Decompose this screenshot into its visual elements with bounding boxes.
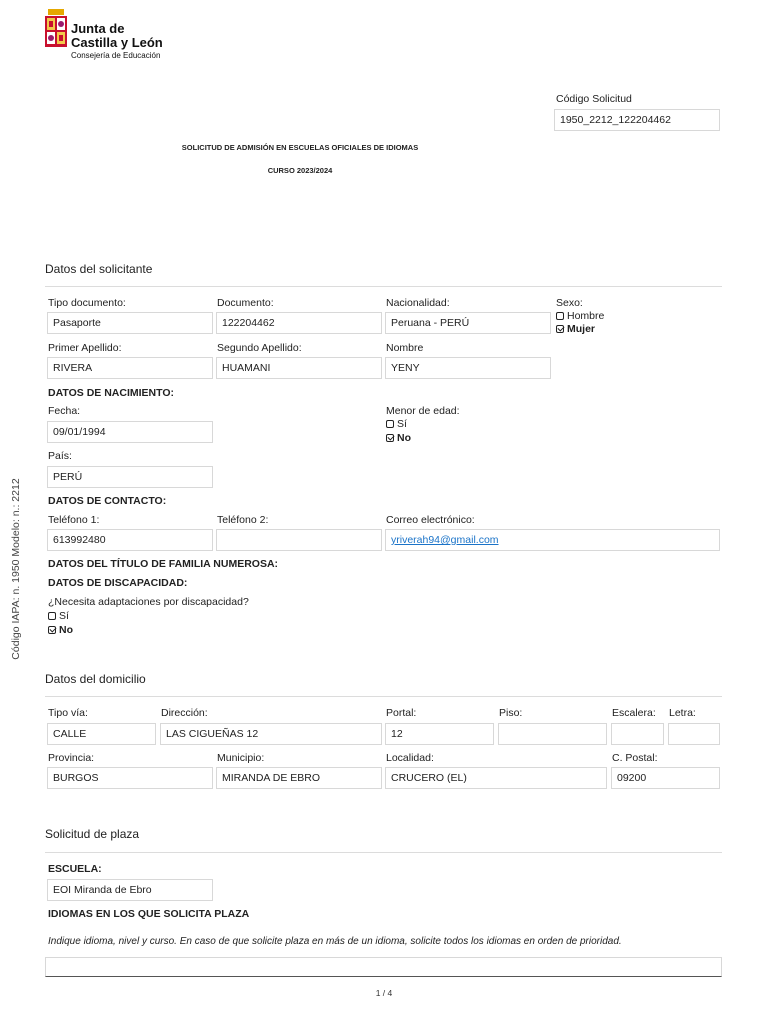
- org-department: Consejería de Educación: [71, 51, 161, 60]
- checkbox-unchecked-icon: [386, 420, 394, 428]
- codigo-postal-label: C. Postal:: [612, 752, 658, 764]
- menor-si-option[interactable]: [386, 418, 407, 430]
- segundo-apellido-label: Segundo Apellido:: [217, 342, 302, 354]
- adapt-si-label: Sí: [59, 610, 69, 622]
- direccion-field: LAS CIGUEÑAS 12: [160, 723, 382, 745]
- page-number: 1 / 4: [375, 988, 393, 998]
- contacto-heading: DATOS DE CONTACTO:: [48, 495, 167, 507]
- sexo-hombre-label: Hombre: [567, 310, 605, 322]
- idiomas-instructions: Indique idioma, nivel y curso. En caso de que solicite plaza en más de un idioma, solicite todos los idiomas en orden de prioridad.: [48, 936, 622, 947]
- sexo-hombre-option[interactable]: [556, 310, 604, 322]
- section-divider: [45, 696, 722, 697]
- primer-apellido-label: Primer Apellido:: [48, 342, 122, 354]
- menor-edad-label: Menor de edad:: [386, 405, 460, 417]
- documento-field: 122204462: [216, 312, 382, 334]
- municipio-label: Municipio:: [217, 752, 265, 764]
- provincia-label: Provincia:: [48, 752, 95, 764]
- nacionalidad-label: Nacionalidad:: [386, 297, 450, 309]
- adapt-si-option[interactable]: [48, 610, 69, 622]
- escuela-heading: ESCUELA:: [48, 863, 102, 875]
- correo-link[interactable]: yriverah94@gmail.com: [391, 534, 499, 546]
- checkbox-unchecked-icon: [48, 612, 56, 620]
- escalera-label: Escalera:: [612, 707, 656, 719]
- section-divider: [45, 852, 722, 853]
- municipio-field: MIRANDA DE EBRO: [216, 767, 382, 789]
- familia-numerosa-heading: DATOS DEL TÍTULO DE FAMILIA NUMEROSA:: [48, 558, 279, 570]
- portal-label: Portal:: [386, 707, 417, 719]
- org-name-line2: Castilla y León: [71, 35, 163, 50]
- correo-label: Correo electrónico:: [386, 514, 475, 526]
- localidad-label: Localidad:: [386, 752, 434, 764]
- letra-label: Letra:: [669, 707, 696, 719]
- piso-label: Piso:: [499, 707, 523, 719]
- discapacidad-heading: DATOS DE DISCAPACIDAD:: [48, 577, 188, 589]
- checkbox-checked-icon: [386, 434, 394, 442]
- menor-no-option[interactable]: [386, 432, 411, 444]
- adaptaciones-label: ¿Necesita adaptaciones por discapacidad?: [48, 596, 249, 608]
- telefono2-field: [216, 529, 382, 551]
- checkbox-checked-icon: [556, 325, 564, 333]
- section-title-solicitante: Datos del solicitante: [45, 262, 153, 276]
- pais-label: País:: [48, 450, 72, 462]
- document-title: SOLICITUD DE ADMISIÓN EN ESCUELAS OFICIALES DE IDIOMAS: [181, 143, 419, 152]
- idiomas-heading: IDIOMAS EN LOS QUE SOLICITA PLAZA: [48, 908, 250, 920]
- checkbox-checked-icon: [48, 626, 56, 634]
- fecha-field: 09/01/1994: [47, 421, 213, 443]
- fecha-label: Fecha:: [48, 405, 81, 417]
- tipo-documento-field: Pasaporte: [47, 312, 213, 334]
- nombre-field: YENY: [385, 357, 551, 379]
- telefono2-label: Teléfono 2:: [217, 514, 269, 526]
- nacimiento-heading: DATOS DE NACIMIENTO:: [48, 387, 175, 399]
- menor-si-label: Sí: [397, 418, 407, 430]
- sexo-label: Sexo:: [556, 297, 583, 309]
- sexo-mujer-label: Mujer: [567, 323, 596, 335]
- tipo-via-field: CALLE: [47, 723, 156, 745]
- tipo-documento-label: Tipo documento:: [48, 297, 126, 309]
- codigo-solicitud-label: Código Solicitud: [556, 93, 632, 105]
- codigo-postal-field: 09200: [611, 767, 720, 789]
- escalera-field: [611, 723, 664, 745]
- section-divider: [45, 286, 722, 287]
- checkbox-unchecked-icon: [556, 312, 564, 320]
- idiomas-table-box: [45, 957, 722, 977]
- telefono1-label: Teléfono 1:: [48, 514, 100, 526]
- segundo-apellido-field: HUAMANI: [216, 357, 382, 379]
- localidad-field: CRUCERO (EL): [385, 767, 607, 789]
- adapt-no-label: No: [59, 624, 73, 636]
- side-code-text: Código IAPA: n. 1950 Modelo: n.: 2212: [10, 478, 22, 660]
- direccion-label: Dirección:: [161, 707, 208, 719]
- codigo-solicitud-field: 1950_2212_122204462: [554, 109, 720, 131]
- jcyl-logo: [44, 9, 174, 64]
- piso-field: [498, 723, 607, 745]
- telefono1-field: 613992480: [47, 529, 213, 551]
- primer-apellido-field: RIVERA: [47, 357, 213, 379]
- pais-field: PERÚ: [47, 466, 213, 488]
- correo-field: [385, 529, 720, 551]
- adapt-no-option[interactable]: [48, 624, 73, 636]
- section-title-plaza: Solicitud de plaza: [45, 827, 140, 841]
- nombre-label: Nombre: [386, 342, 424, 354]
- coat-of-arms-icon: [44, 9, 68, 51]
- sexo-mujer-option[interactable]: [556, 323, 595, 335]
- letra-field: [668, 723, 720, 745]
- menor-no-label: No: [397, 432, 411, 444]
- tipo-via-label: Tipo vía:: [48, 707, 88, 719]
- escuela-field: EOI Miranda de Ebro: [47, 879, 213, 901]
- nacionalidad-field: Peruana - PERÚ: [385, 312, 551, 334]
- portal-field: 12: [385, 723, 494, 745]
- documento-label: Documento:: [217, 297, 274, 309]
- section-title-domicilio: Datos del domicilio: [45, 672, 146, 686]
- document-subtitle: CURSO 2023/2024: [267, 166, 333, 175]
- provincia-field: BURGOS: [47, 767, 213, 789]
- org-name-line1: Junta de: [71, 21, 125, 36]
